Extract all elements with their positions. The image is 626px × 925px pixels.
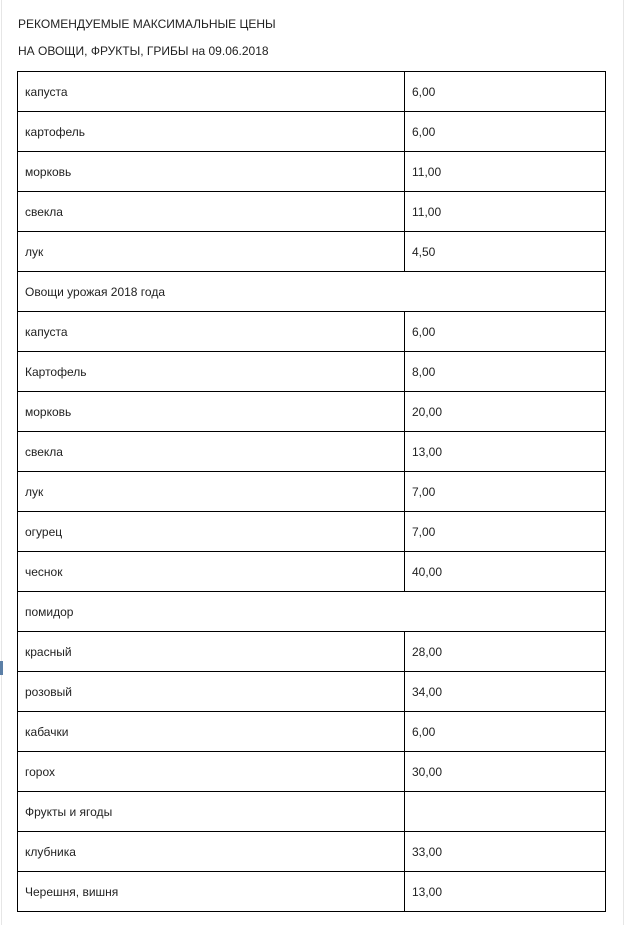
table-row — [18, 432, 606, 472]
item-price: 6,00 — [405, 112, 606, 152]
item-name: розовый — [18, 672, 405, 712]
table-row — [18, 632, 606, 672]
table-row — [18, 232, 606, 272]
table-row — [18, 352, 606, 392]
item-price: 40,00 — [405, 552, 606, 592]
item-name: Черешня, вишня — [18, 872, 405, 912]
item-name: чеснок — [18, 552, 405, 592]
item-name: Картофель — [18, 352, 405, 392]
item-price: 11,00 — [405, 192, 606, 232]
item-price — [405, 792, 606, 832]
item-name: картофель — [18, 112, 405, 152]
item-name: лук — [18, 232, 405, 272]
section-row — [18, 592, 606, 632]
table-row — [18, 472, 606, 512]
price-table — [17, 71, 606, 912]
section-title: Овощи урожая 2018 года — [18, 272, 606, 312]
section-row — [18, 272, 606, 312]
item-name: Фрукты и ягоды — [18, 792, 405, 832]
table-row — [18, 752, 606, 792]
table-row — [18, 552, 606, 592]
item-price: 30,00 — [405, 752, 606, 792]
item-name: огурец — [18, 512, 405, 552]
item-price: 34,00 — [405, 672, 606, 712]
table-row — [18, 72, 606, 112]
item-price: 33,00 — [405, 832, 606, 872]
section-title: помидор — [18, 592, 606, 632]
table-row — [18, 672, 606, 712]
item-name: морковь — [18, 392, 405, 432]
table-row — [18, 392, 606, 432]
item-price: 7,00 — [405, 472, 606, 512]
page-subtitle: НА ОВОЩИ, ФРУКТЫ, ГРИБЫ на 09.06.2018 — [18, 44, 269, 58]
item-name: свекла — [18, 432, 405, 472]
item-price: 11,00 — [405, 152, 606, 192]
item-price: 6,00 — [405, 712, 606, 752]
item-price: 28,00 — [405, 632, 606, 672]
item-name: горох — [18, 752, 405, 792]
item-price: 6,00 — [405, 312, 606, 352]
item-price: 13,00 — [405, 432, 606, 472]
table-row — [18, 192, 606, 232]
item-name: кабачки — [18, 712, 405, 752]
item-price: 13,00 — [405, 872, 606, 912]
table-row — [18, 872, 606, 912]
item-name: лук — [18, 472, 405, 512]
item-name: красный — [18, 632, 405, 672]
item-name: клубника — [18, 832, 405, 872]
table-row — [18, 512, 606, 552]
item-price: 4,50 — [405, 232, 606, 272]
side-marker — [0, 661, 3, 675]
item-name: свекла — [18, 192, 405, 232]
table-row — [18, 792, 606, 832]
item-price: 6,00 — [405, 72, 606, 112]
item-price: 7,00 — [405, 512, 606, 552]
item-name: капуста — [18, 72, 405, 112]
table-row — [18, 832, 606, 872]
table-row — [18, 112, 606, 152]
table-row — [18, 312, 606, 352]
table-row — [18, 712, 606, 752]
page-title: РЕКОМЕНДУЕМЫЕ МАКСИМАЛЬНЫЕ ЦЕНЫ — [18, 17, 276, 31]
item-name: капуста — [18, 312, 405, 352]
item-name: морковь — [18, 152, 405, 192]
item-price: 20,00 — [405, 392, 606, 432]
table-row — [18, 152, 606, 192]
item-price: 8,00 — [405, 352, 606, 392]
